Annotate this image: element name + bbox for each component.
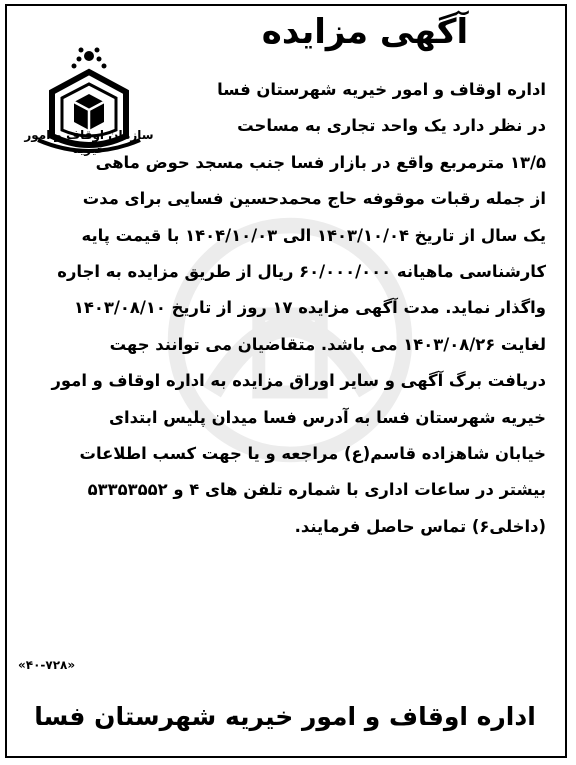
notice-body (18, 72, 546, 545)
body-line: واگذار نماید. مدت آگهی مزایده ۱۷ روز از تاریخ ۱۴۰۳/۰۸/۱۰ (73, 298, 546, 318)
reference-number: «۴۰-۷۲۸» (18, 658, 76, 672)
body-line: کارشناسی ماهیانه ۶۰/۰۰۰/۰۰۰ ریال از طریق مزایده به اجاره (57, 262, 546, 282)
body-line: خیابان شاهزاده قاسم(ع) مراجعه و یا جهت کسب اطلاعات (79, 444, 546, 464)
body-line: خیریه شهرستان فسا به آدرس فسا میدان پلیس ابتدای (108, 407, 546, 427)
body-line: در نظر دارد یک واحد تجاری به مساحت (237, 116, 546, 136)
body-line: اداره اوقاف و امور خیریه شهرستان فسا (217, 80, 546, 99)
body-line: از جمله رقبات موقوفه حاج محمدحسین فسایی برای مدت (82, 189, 546, 209)
body-line: ۱۳/۵ مترمربع واقع در بازار فسا جنب مسجد حوض ماهی (95, 152, 546, 172)
issuer-footer: اداره اوقاف و امور خیریه شهرستان فسا (34, 702, 536, 731)
body-line: دریافت برگ آگهی و سایر اوراق مزایده به اداره اوقاف و امور (51, 371, 546, 391)
notice-title: آگهی مزایده (261, 12, 469, 52)
body-line: یک سال از تاریخ ۱۴۰۳/۱۰/۰۴ الی ۱۴۰۴/۱۰/۰۳ با قیمت پایه (81, 225, 546, 245)
body-line: (داخلی۶) تماس حاصل فرمایند. (294, 516, 546, 536)
body-line: لغایت ۱۴۰۳/۰۸/۲۶ می باشد. متقاضیان می توانند جهت (109, 334, 546, 354)
body-line: بیشتر در ساعات اداری با شماره تلفن های ۴ و ۵۳۳۵۳۵۵۲ (87, 480, 546, 500)
logo-caption: سازمان اوقاف و امور خیریه (24, 128, 154, 156)
